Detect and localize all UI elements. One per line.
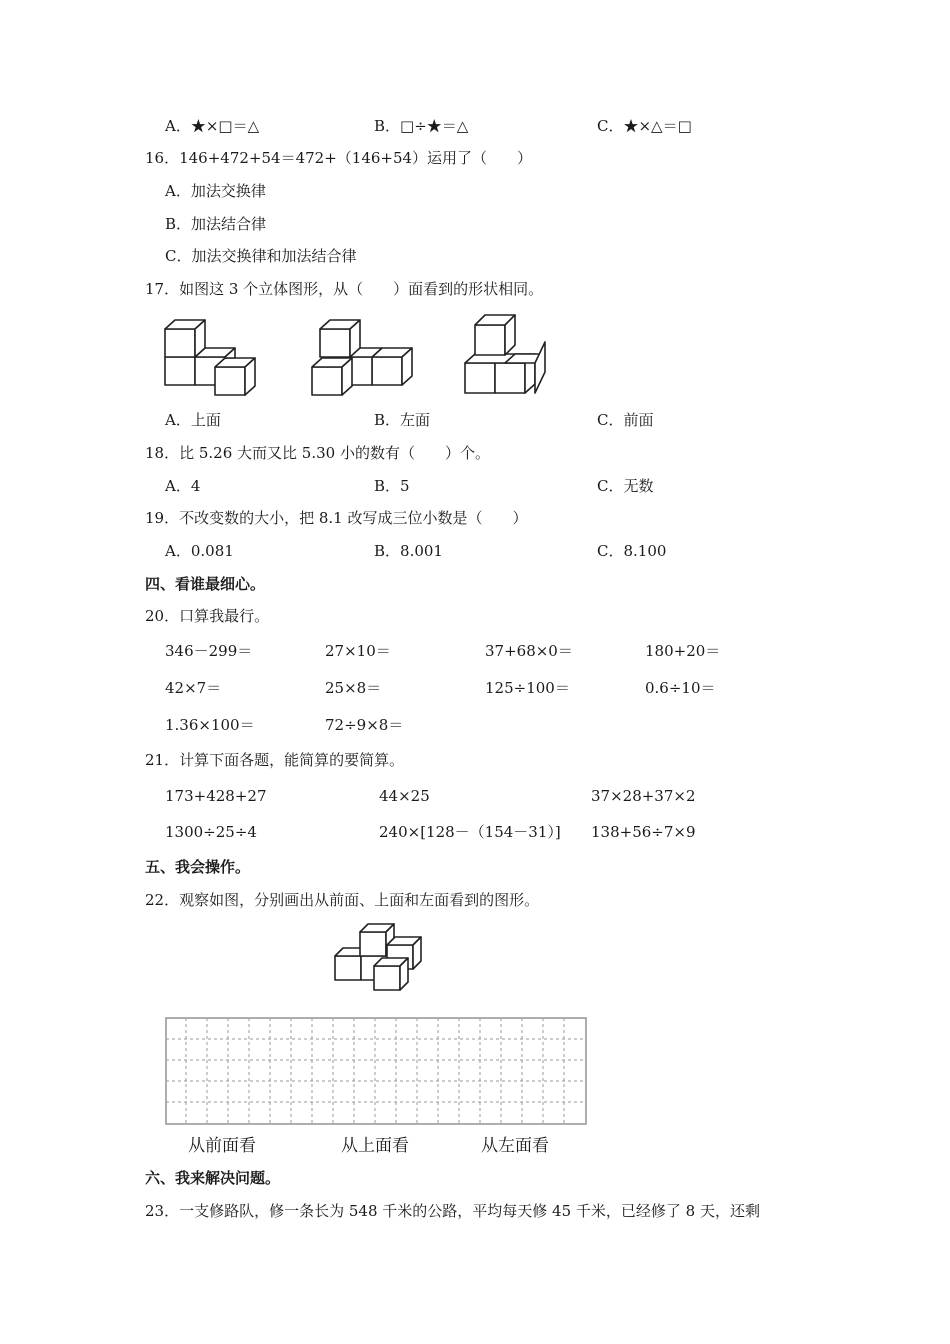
q21-item: 37×28+37×2: [591, 787, 696, 805]
q21-stem: 21．计算下面各题，能简算的要简算。: [145, 751, 405, 769]
q21-item: 240×[128－（154－31）]: [379, 823, 561, 841]
q20-stem: 20．口算我最行。: [145, 607, 270, 625]
q20-item: 1.36×100＝: [165, 716, 255, 734]
q17-option-c: C．前面: [597, 411, 654, 429]
q22-solid-figure: [330, 918, 440, 994]
q17-figure-1: [165, 320, 255, 395]
q20-item: 42×7＝: [165, 679, 222, 697]
q21-item: 1300÷25÷4: [165, 823, 257, 841]
q18-stem: 18．比 5.26 大而又比 5.30 小的数有（ ）个。: [145, 444, 490, 462]
grid-border: [166, 1018, 586, 1124]
q20-item: 25×8＝: [325, 679, 382, 697]
q20-item: 125÷100＝: [485, 679, 570, 697]
q21-item: 173+428+27: [165, 787, 267, 805]
q18-option-c: C．无数: [597, 477, 654, 495]
q17-solid-figures: [150, 305, 570, 400]
q16-stem: 16．146+472+54＝472+（146+54）运用了（ ）: [145, 149, 533, 167]
q20-item: 0.6÷10＝: [645, 679, 716, 697]
q20-item: 37+68×0＝: [485, 642, 573, 660]
q16-option-a: A．加法交换律: [165, 182, 266, 200]
q19-option-c: C．8.100: [597, 542, 667, 560]
q21-item: 44×25: [379, 787, 430, 805]
q17-option-b: B．左面: [374, 411, 431, 429]
q15-option-b: B．□÷★＝△: [374, 117, 469, 135]
section-5-heading: 五、我会操作。: [145, 858, 251, 876]
q22-stem: 22．观察如图，分别画出从前面、上面和左面看到的图形。: [145, 891, 540, 909]
q17-figure-3: [465, 315, 545, 393]
q15-option-a: A．★×□＝△: [165, 117, 260, 135]
q15-option-c: C．★×△＝□: [597, 117, 692, 135]
section-4-heading: 四、看谁最细心。: [145, 575, 266, 593]
q20-item: 27×10＝: [325, 642, 391, 660]
q17-stem: 17．如图这 3 个立体图形，从（ ）面看到的形状相同。: [145, 280, 544, 298]
q19-option-a: A．0.081: [165, 542, 234, 560]
view-label-left: 从左面看: [481, 1136, 549, 1156]
q20-item: 72÷9×8＝: [325, 716, 404, 734]
q23-stem: 23．一支修路队，修一条长为 548 千米的公路，平均每天修 45 千米，已经修了 8 天，还剩: [145, 1202, 760, 1220]
q20-item: 180+20＝: [645, 642, 721, 660]
q18-option-b: B．5: [374, 477, 410, 495]
q21-item: 138+56÷7×9: [591, 823, 696, 841]
grid-vertical-lines: [186, 1018, 564, 1124]
q20-item: 346－299＝: [165, 642, 253, 660]
q19-stem: 19．不改变数的大小，把 8.1 改写成三位小数是（ ）: [145, 509, 528, 527]
q18-option-a: A．4: [165, 477, 201, 495]
view-label-top: 从上面看: [341, 1136, 409, 1156]
grid-horizontal-lines: [166, 1039, 586, 1102]
section-6-heading: 六、我来解决问题。: [145, 1169, 281, 1187]
q16-option-b: B．加法结合律: [165, 215, 267, 233]
drawing-grid[interactable]: [165, 1016, 589, 1128]
view-label-front: 从前面看: [188, 1136, 256, 1156]
q16-option-c: C．加法交换律和加法结合律: [165, 247, 357, 265]
q17-figure-2: [312, 320, 412, 395]
q19-option-b: B．8.001: [374, 542, 443, 560]
q17-option-a: A．上面: [165, 411, 221, 429]
